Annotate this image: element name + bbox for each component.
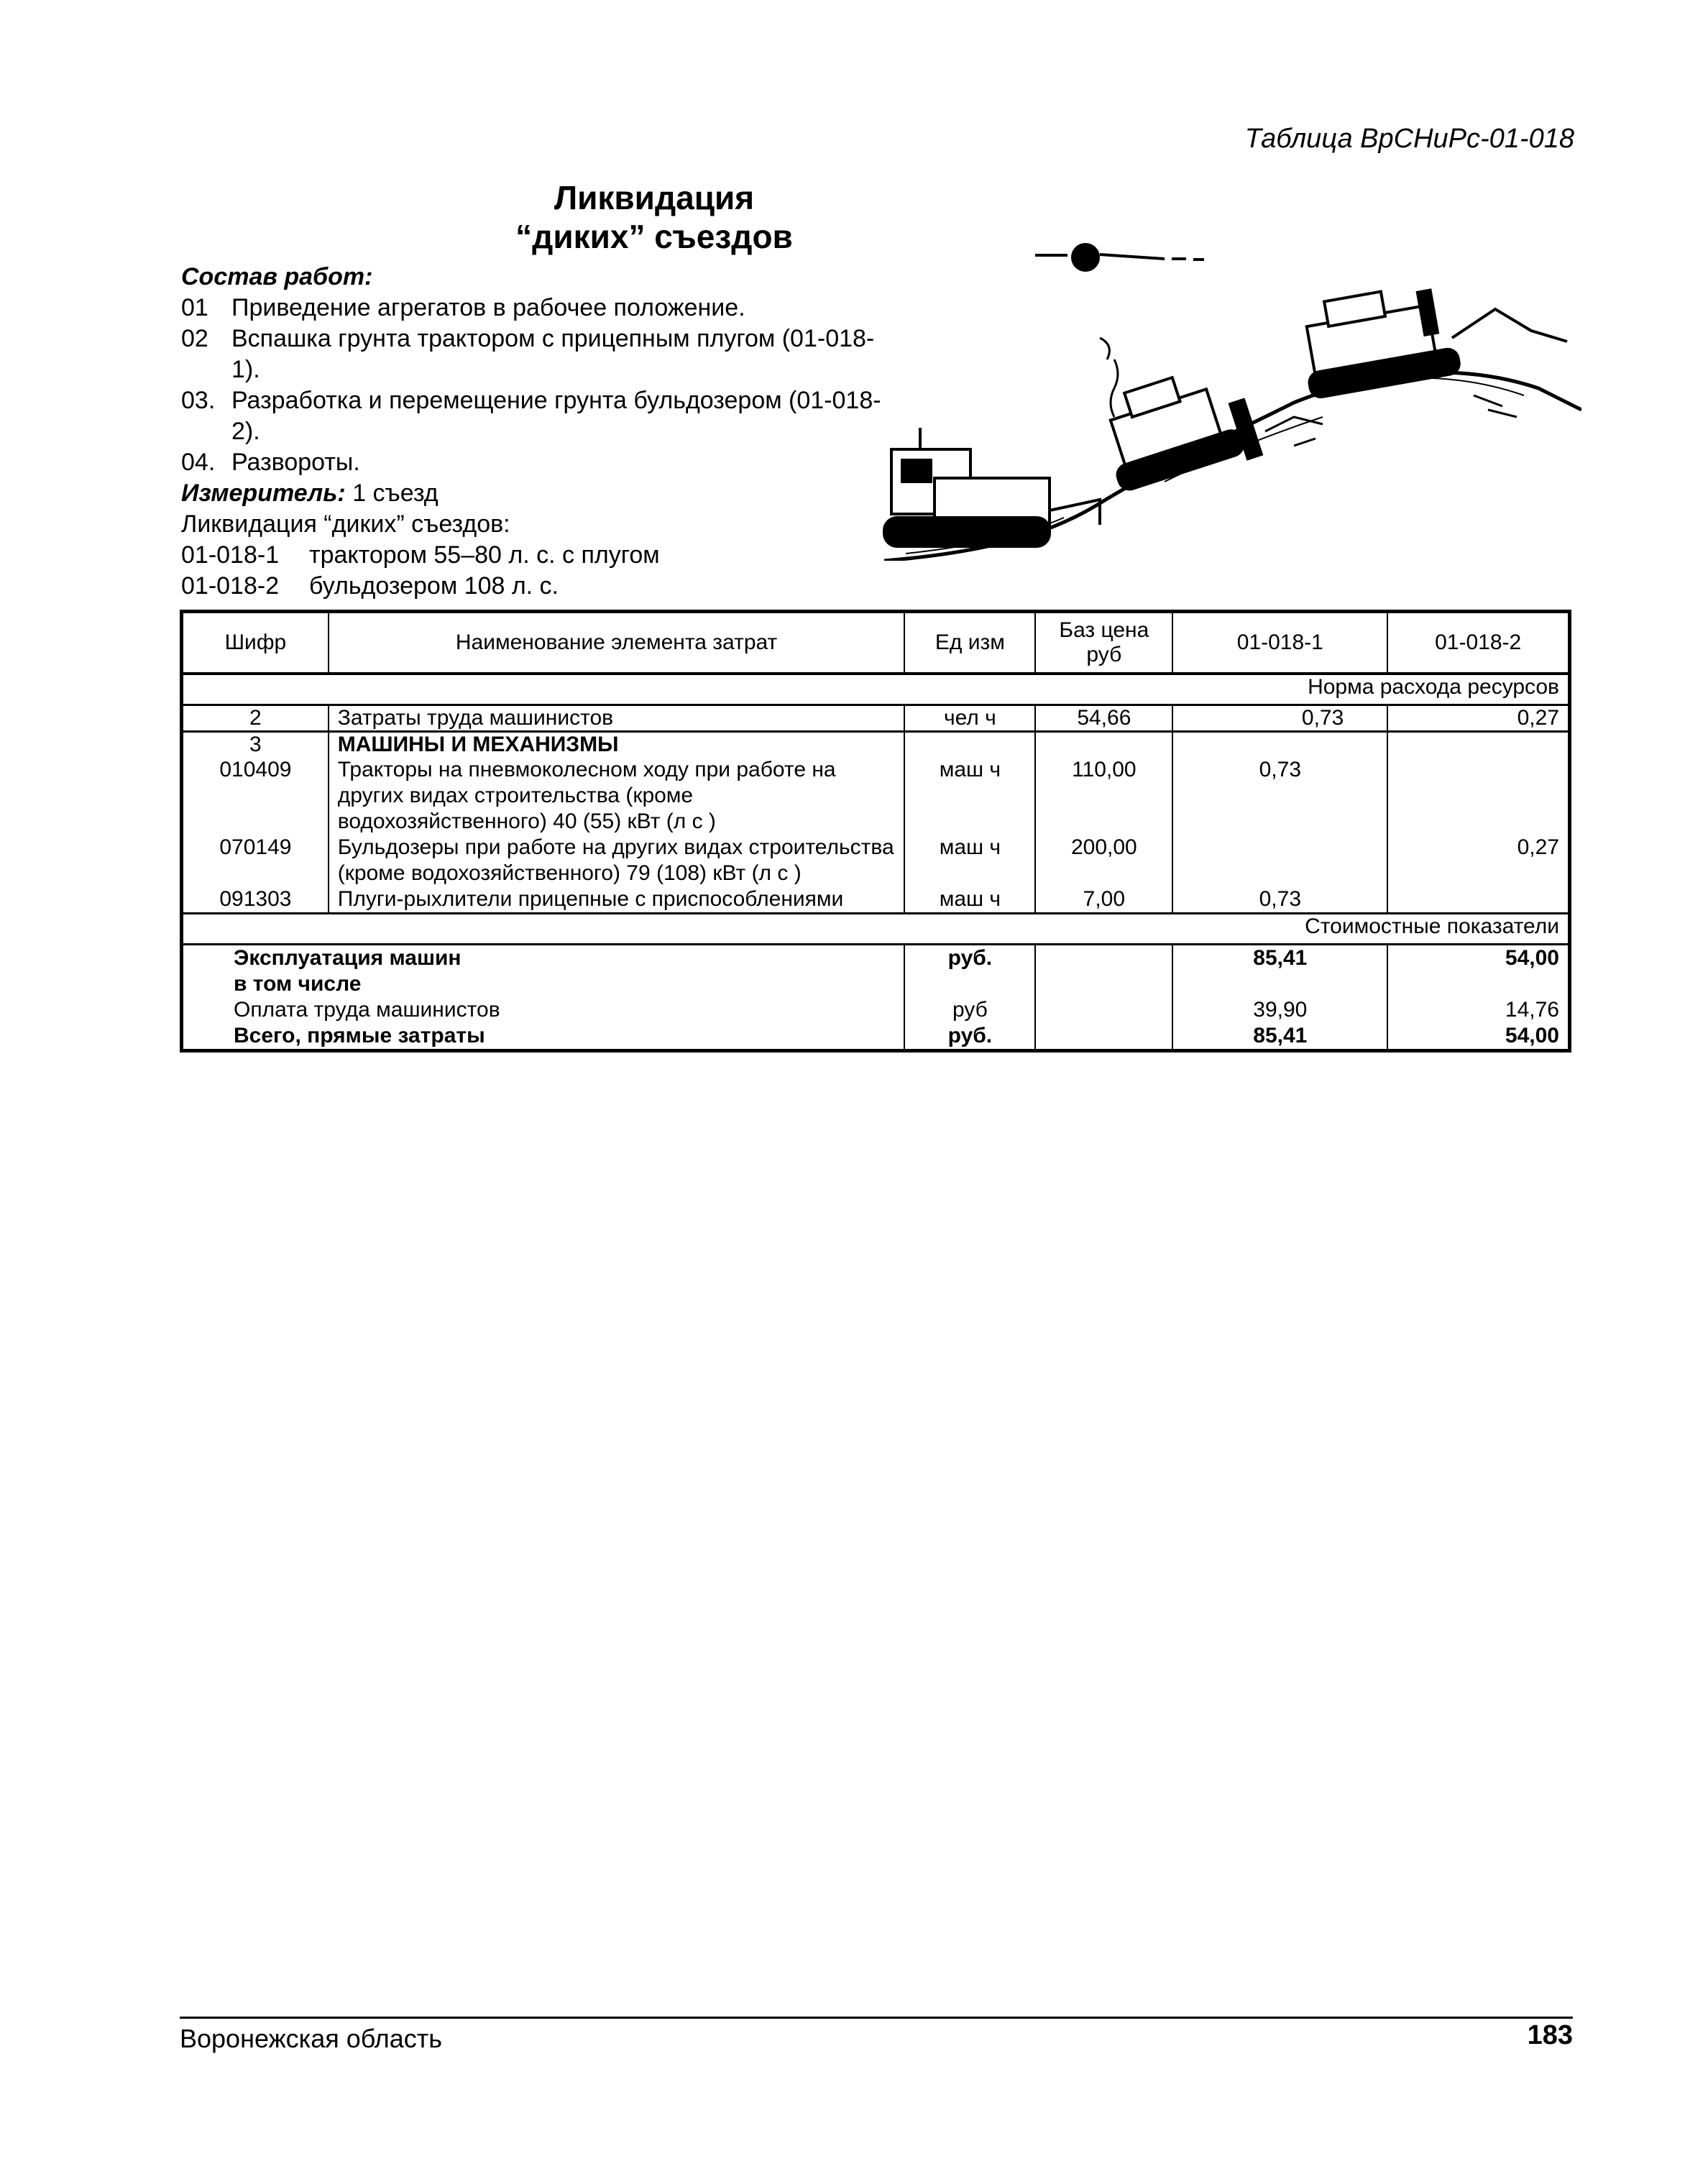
header-price: Баз цена руб bbox=[1035, 612, 1172, 674]
row-name: Тракторы на пневмоколесном ходу при работе на других видах строительства (кроме водохозяйственного) 40 (55) кВт (л с ) bbox=[329, 757, 905, 835]
group-name: МАШИНЫ И МЕХАНИЗМЫ bbox=[329, 732, 905, 758]
row-name: Плуги-рыхлители прицепные с приспособлениями bbox=[329, 886, 905, 914]
row-unit: маш ч bbox=[904, 757, 1035, 835]
row-value-1: 0,73 bbox=[1172, 705, 1387, 732]
title-line-1: Ликвидация bbox=[554, 179, 755, 216]
work-item-number: 02 bbox=[181, 325, 208, 352]
row-unit: чел ч bbox=[904, 705, 1035, 732]
row-code: 091303 bbox=[182, 886, 329, 914]
table-row bbox=[182, 1023, 1570, 1051]
row-value-1: 0,73 bbox=[1172, 886, 1387, 914]
work-item bbox=[181, 447, 900, 478]
work-item bbox=[181, 293, 900, 324]
section-title: Стоимостные показатели bbox=[182, 914, 1570, 945]
footer-region: Воронежская область bbox=[180, 2024, 443, 2053]
table-row bbox=[182, 997, 1570, 1023]
row-code: 010409 bbox=[182, 757, 329, 835]
measure-line bbox=[181, 478, 900, 509]
work-heading: Состав работ: bbox=[181, 263, 373, 290]
work-item-text: Приведение агрегатов в рабочее положение. bbox=[231, 294, 745, 321]
row-unit: руб bbox=[904, 997, 1035, 1023]
group-code: 3 bbox=[182, 732, 329, 758]
row-price: 110,00 bbox=[1035, 757, 1172, 835]
work-item-text: Развороты. bbox=[231, 449, 360, 476]
row-value-2: 0,27 bbox=[1387, 835, 1569, 886]
row-value-1: 39,90 bbox=[1172, 997, 1387, 1023]
table-identifier: Таблица ВрСНиРс-01-018 bbox=[1244, 124, 1574, 154]
work-item bbox=[181, 385, 900, 447]
row-unit: маш ч bbox=[904, 835, 1035, 886]
row-price: 200,00 bbox=[1035, 835, 1172, 886]
table-row bbox=[182, 732, 1570, 758]
row-value-1 bbox=[1172, 835, 1387, 886]
measure-variant bbox=[181, 540, 900, 571]
work-item-number: 04. bbox=[181, 449, 216, 476]
row-value-1: 85,41 bbox=[1172, 945, 1387, 998]
row-unit: руб. bbox=[904, 1023, 1035, 1051]
work-description bbox=[181, 262, 900, 602]
measure-variant bbox=[181, 571, 900, 602]
header-variant-2: 01-018-2 bbox=[1387, 612, 1569, 674]
work-item-text: Вспашка грунта трактором с прицепным плугом (01-018-1). bbox=[231, 325, 875, 383]
row-value-2: 14,76 bbox=[1387, 997, 1569, 1023]
measure-value: 1 съезд bbox=[352, 480, 439, 507]
measure-variant-text: бульдозером 108 л. с. bbox=[309, 572, 559, 600]
work-item-number: 03. bbox=[181, 387, 216, 414]
title-line-2: “диких” съездов bbox=[515, 218, 793, 255]
measure-variant-text: трактором 55–80 л. с. с плугом bbox=[309, 541, 660, 569]
measure-label: Измеритель: bbox=[181, 480, 346, 507]
row-value-2: 54,00 bbox=[1387, 945, 1569, 998]
header-name: Наименование элемента затрат bbox=[329, 612, 905, 674]
row-code: 2 bbox=[182, 705, 329, 732]
row-value-2: 0,27 bbox=[1387, 705, 1569, 732]
footer-divider bbox=[180, 2017, 1573, 2019]
work-item bbox=[181, 324, 900, 385]
cost-name: Оплата труда машинистов bbox=[182, 997, 905, 1023]
header-code: Шифр bbox=[182, 612, 329, 674]
work-item-text: Разработка и перемещение грунта бульдозером (01-018-2). bbox=[231, 387, 881, 445]
cost-exploitation-name: Эксплуатация машин bbox=[234, 946, 462, 970]
row-value-2 bbox=[1387, 886, 1569, 914]
row-value-1: 0,73 bbox=[1172, 757, 1387, 835]
row-name: Бульдозеры при работе на других видах строительства (кроме водохозяйственного) 79 (108) кВт (л с ) bbox=[329, 835, 905, 886]
header-unit: Ед изм bbox=[904, 612, 1035, 674]
table-row bbox=[182, 886, 1570, 914]
measure-caption: Ликвидация “диких” съездов: bbox=[181, 510, 510, 538]
bulldozer-illustration bbox=[863, 216, 1581, 561]
table-row bbox=[182, 835, 1570, 886]
section-row bbox=[182, 674, 1570, 705]
measure-variant-code: 01-018-2 bbox=[181, 572, 280, 600]
work-item-number: 01 bbox=[181, 294, 208, 321]
page-title bbox=[374, 178, 935, 256]
table-row bbox=[182, 705, 1570, 732]
table-header-row bbox=[182, 612, 1570, 674]
cost-name: Всего, прямые затраты bbox=[182, 1023, 905, 1051]
table-row bbox=[182, 757, 1570, 835]
resource-table bbox=[180, 610, 1571, 1052]
row-value-2 bbox=[1387, 757, 1569, 835]
section-row bbox=[182, 914, 1570, 945]
row-price: 54,66 bbox=[1035, 705, 1172, 732]
row-code: 070149 bbox=[182, 835, 329, 886]
row-price: 7,00 bbox=[1035, 886, 1172, 914]
page-number: 183 bbox=[1527, 2020, 1573, 2050]
table-row bbox=[182, 945, 1570, 998]
row-unit: маш ч bbox=[904, 886, 1035, 914]
section-title: Норма расхода ресурсов bbox=[182, 674, 1570, 705]
row-value-1: 85,41 bbox=[1172, 1023, 1387, 1051]
row-value-2: 54,00 bbox=[1387, 1023, 1569, 1051]
measure-variant-code: 01-018-1 bbox=[181, 541, 280, 569]
cost-name bbox=[182, 945, 905, 998]
row-unit: руб. bbox=[904, 945, 1035, 998]
row-name: Затраты труда машинистов bbox=[329, 705, 905, 732]
cost-incl-label: в том числе bbox=[234, 972, 362, 996]
header-variant-1: 01-018-1 bbox=[1172, 612, 1387, 674]
